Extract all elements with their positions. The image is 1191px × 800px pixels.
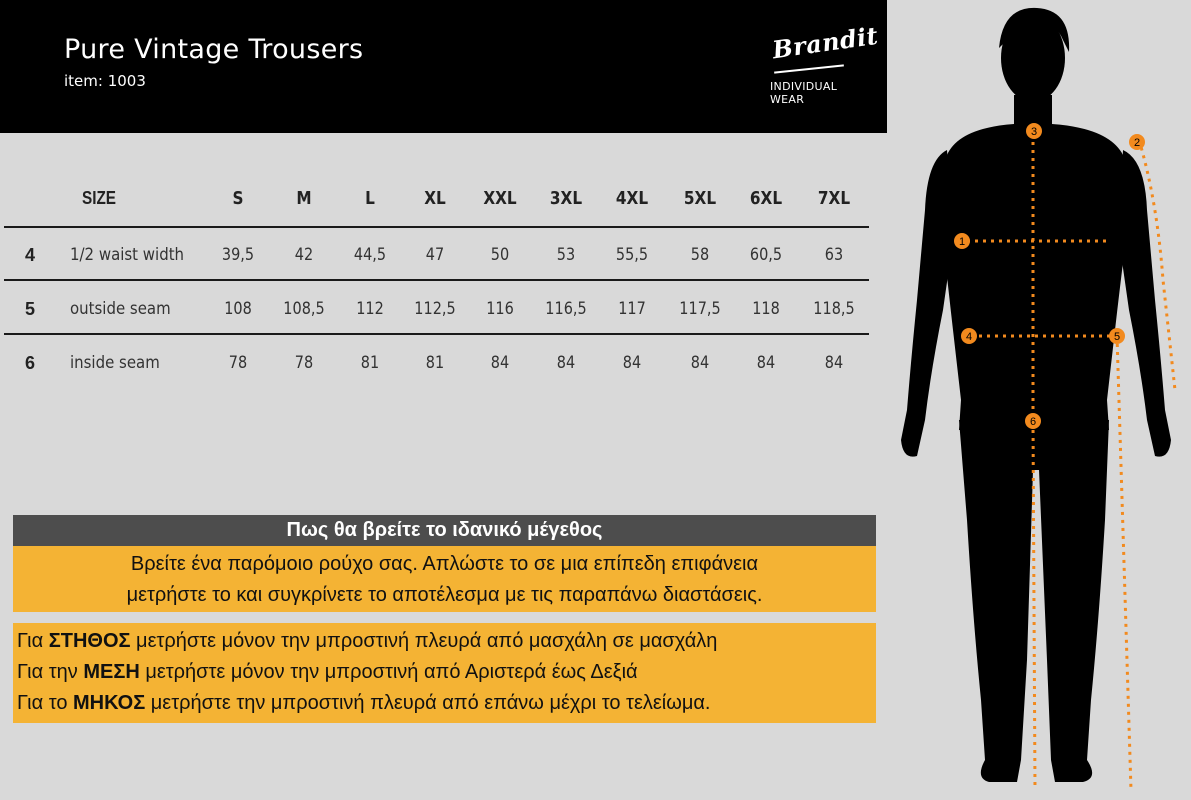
table-row	[0, 336, 870, 390]
table-cell: 84	[690, 353, 710, 373]
svg-text:5: 5	[1113, 331, 1121, 343]
table-cell: 55,5	[615, 245, 649, 265]
length-keyword: ΜΗΚΟΣ	[73, 692, 146, 714]
marker-6	[1025, 413, 1041, 429]
table-cell: 84	[824, 353, 844, 373]
brand-logo	[766, 20, 880, 106]
waist-pre: Για την	[17, 661, 84, 683]
size-header-cell: S	[232, 187, 244, 209]
guide-intro	[13, 546, 876, 612]
table-cell: 78	[228, 353, 248, 373]
row-number: 5	[24, 298, 35, 319]
table-cell: 112,5	[414, 299, 456, 319]
size-table	[0, 170, 870, 390]
row-number: 4	[24, 244, 35, 265]
table-cell: 42	[294, 245, 314, 265]
row-label: inside seam	[70, 353, 160, 373]
table-cell: 81	[425, 353, 445, 373]
table-cell: 60,5	[749, 245, 783, 265]
row-divider	[4, 279, 869, 281]
chest-post: μετρήστε μόνον την μπροστινή πλευρά από μασχάλη σε μασχάλη	[130, 630, 718, 652]
chest-pre: Για	[17, 630, 49, 652]
table-cell: 50	[490, 245, 510, 265]
table-cell: 39,5	[221, 245, 255, 265]
size-header-cell: 4XL	[615, 187, 649, 209]
marker-3	[1026, 123, 1042, 139]
table-cell: 116,5	[545, 299, 587, 319]
marker-2	[1129, 134, 1145, 150]
table-cell: 78	[294, 353, 314, 373]
row-label: outside seam	[70, 299, 171, 319]
product-title: Pure Vintage Trousers	[64, 34, 364, 65]
table-cell: 118	[752, 299, 780, 319]
marker-1	[954, 233, 970, 249]
table-cell: 117,5	[679, 299, 721, 319]
table-cell: 63	[824, 245, 844, 265]
table-cell: 84	[622, 353, 642, 373]
table-cell: 84	[490, 353, 510, 373]
size-header-cell: 7XL	[817, 187, 851, 209]
length-post: μετρήστε την μπροστινή πλευρά από επάνω μέχρι το τελείωμα.	[145, 692, 711, 714]
length-pre: Για το	[17, 692, 74, 714]
table-cell: 116	[486, 299, 514, 319]
marker-4	[961, 328, 977, 344]
inside-seam-line	[1033, 422, 1035, 790]
table-row	[0, 282, 870, 336]
waist-instruction	[17, 657, 876, 688]
size-header-cell: L	[365, 187, 375, 209]
item-number: item: 1003	[64, 72, 146, 90]
table-cell: 58	[690, 245, 710, 265]
table-cell: 108	[224, 299, 252, 319]
logo-subtitle: INDIVIDUAL WEAR	[770, 80, 838, 106]
size-header-cell: 5XL	[683, 187, 717, 209]
table-cell: 112	[356, 299, 384, 319]
row-label: 1/2 waist width	[70, 245, 185, 265]
size-header-cell: XXL	[483, 187, 517, 209]
logo-underline	[774, 64, 844, 73]
table-cell: 108,5	[283, 299, 325, 319]
svg-text:3: 3	[1030, 126, 1038, 138]
chest-instruction	[17, 626, 876, 657]
marker-5	[1109, 328, 1125, 344]
table-cell: 53	[556, 245, 576, 265]
guide-intro-line1: Βρείτε ένα παρόμοιο ρούχο σας. Απλώστε το σε μια επίπεδη επιφάνεια	[130, 553, 759, 575]
size-header-cell: XL	[424, 187, 446, 209]
header-bar	[0, 0, 887, 133]
row-divider	[4, 333, 869, 335]
table-cell: 44,5	[353, 245, 387, 265]
waist-post: μετρήστε μόνον την μπροστινή από Αριστερά έως Δεξιά	[139, 661, 638, 683]
size-header-cell: M	[296, 187, 312, 209]
table-cell: 84	[556, 353, 576, 373]
size-header-cell: 3XL	[549, 187, 583, 209]
guide-heading: Πως θα βρείτε το ιδανικό μέγεθος	[13, 515, 876, 546]
measure-instructions	[13, 623, 876, 723]
table-row	[0, 228, 870, 282]
svg-text:4: 4	[965, 331, 973, 343]
body-silhouette-figure	[887, 0, 1191, 800]
svg-text:2: 2	[1133, 137, 1141, 149]
outside-seam-line	[1117, 336, 1131, 790]
svg-text:6: 6	[1029, 416, 1037, 428]
chest-keyword: ΣΤΗΘΟΣ	[48, 630, 131, 652]
table-cell: 118,5	[813, 299, 855, 319]
table-header-row	[0, 170, 870, 226]
guide-intro-line2: μετρήστε το και συγκρίνετε το αποτέλεσμα με τις παραπάνω διαστάσεις.	[126, 584, 763, 606]
waist-keyword: ΜΕΣΗ	[83, 661, 140, 683]
table-cell: 81	[360, 353, 380, 373]
logo-script: Brandit	[770, 20, 880, 65]
length-instruction	[17, 688, 876, 719]
table-cell: 47	[425, 245, 445, 265]
table-cell: 117	[618, 299, 646, 319]
size-column-header: SIZE	[82, 187, 117, 208]
table-cell: 84	[756, 353, 776, 373]
row-number: 6	[24, 352, 35, 373]
svg-text:1: 1	[958, 236, 966, 248]
size-header-cell: 6XL	[749, 187, 783, 209]
